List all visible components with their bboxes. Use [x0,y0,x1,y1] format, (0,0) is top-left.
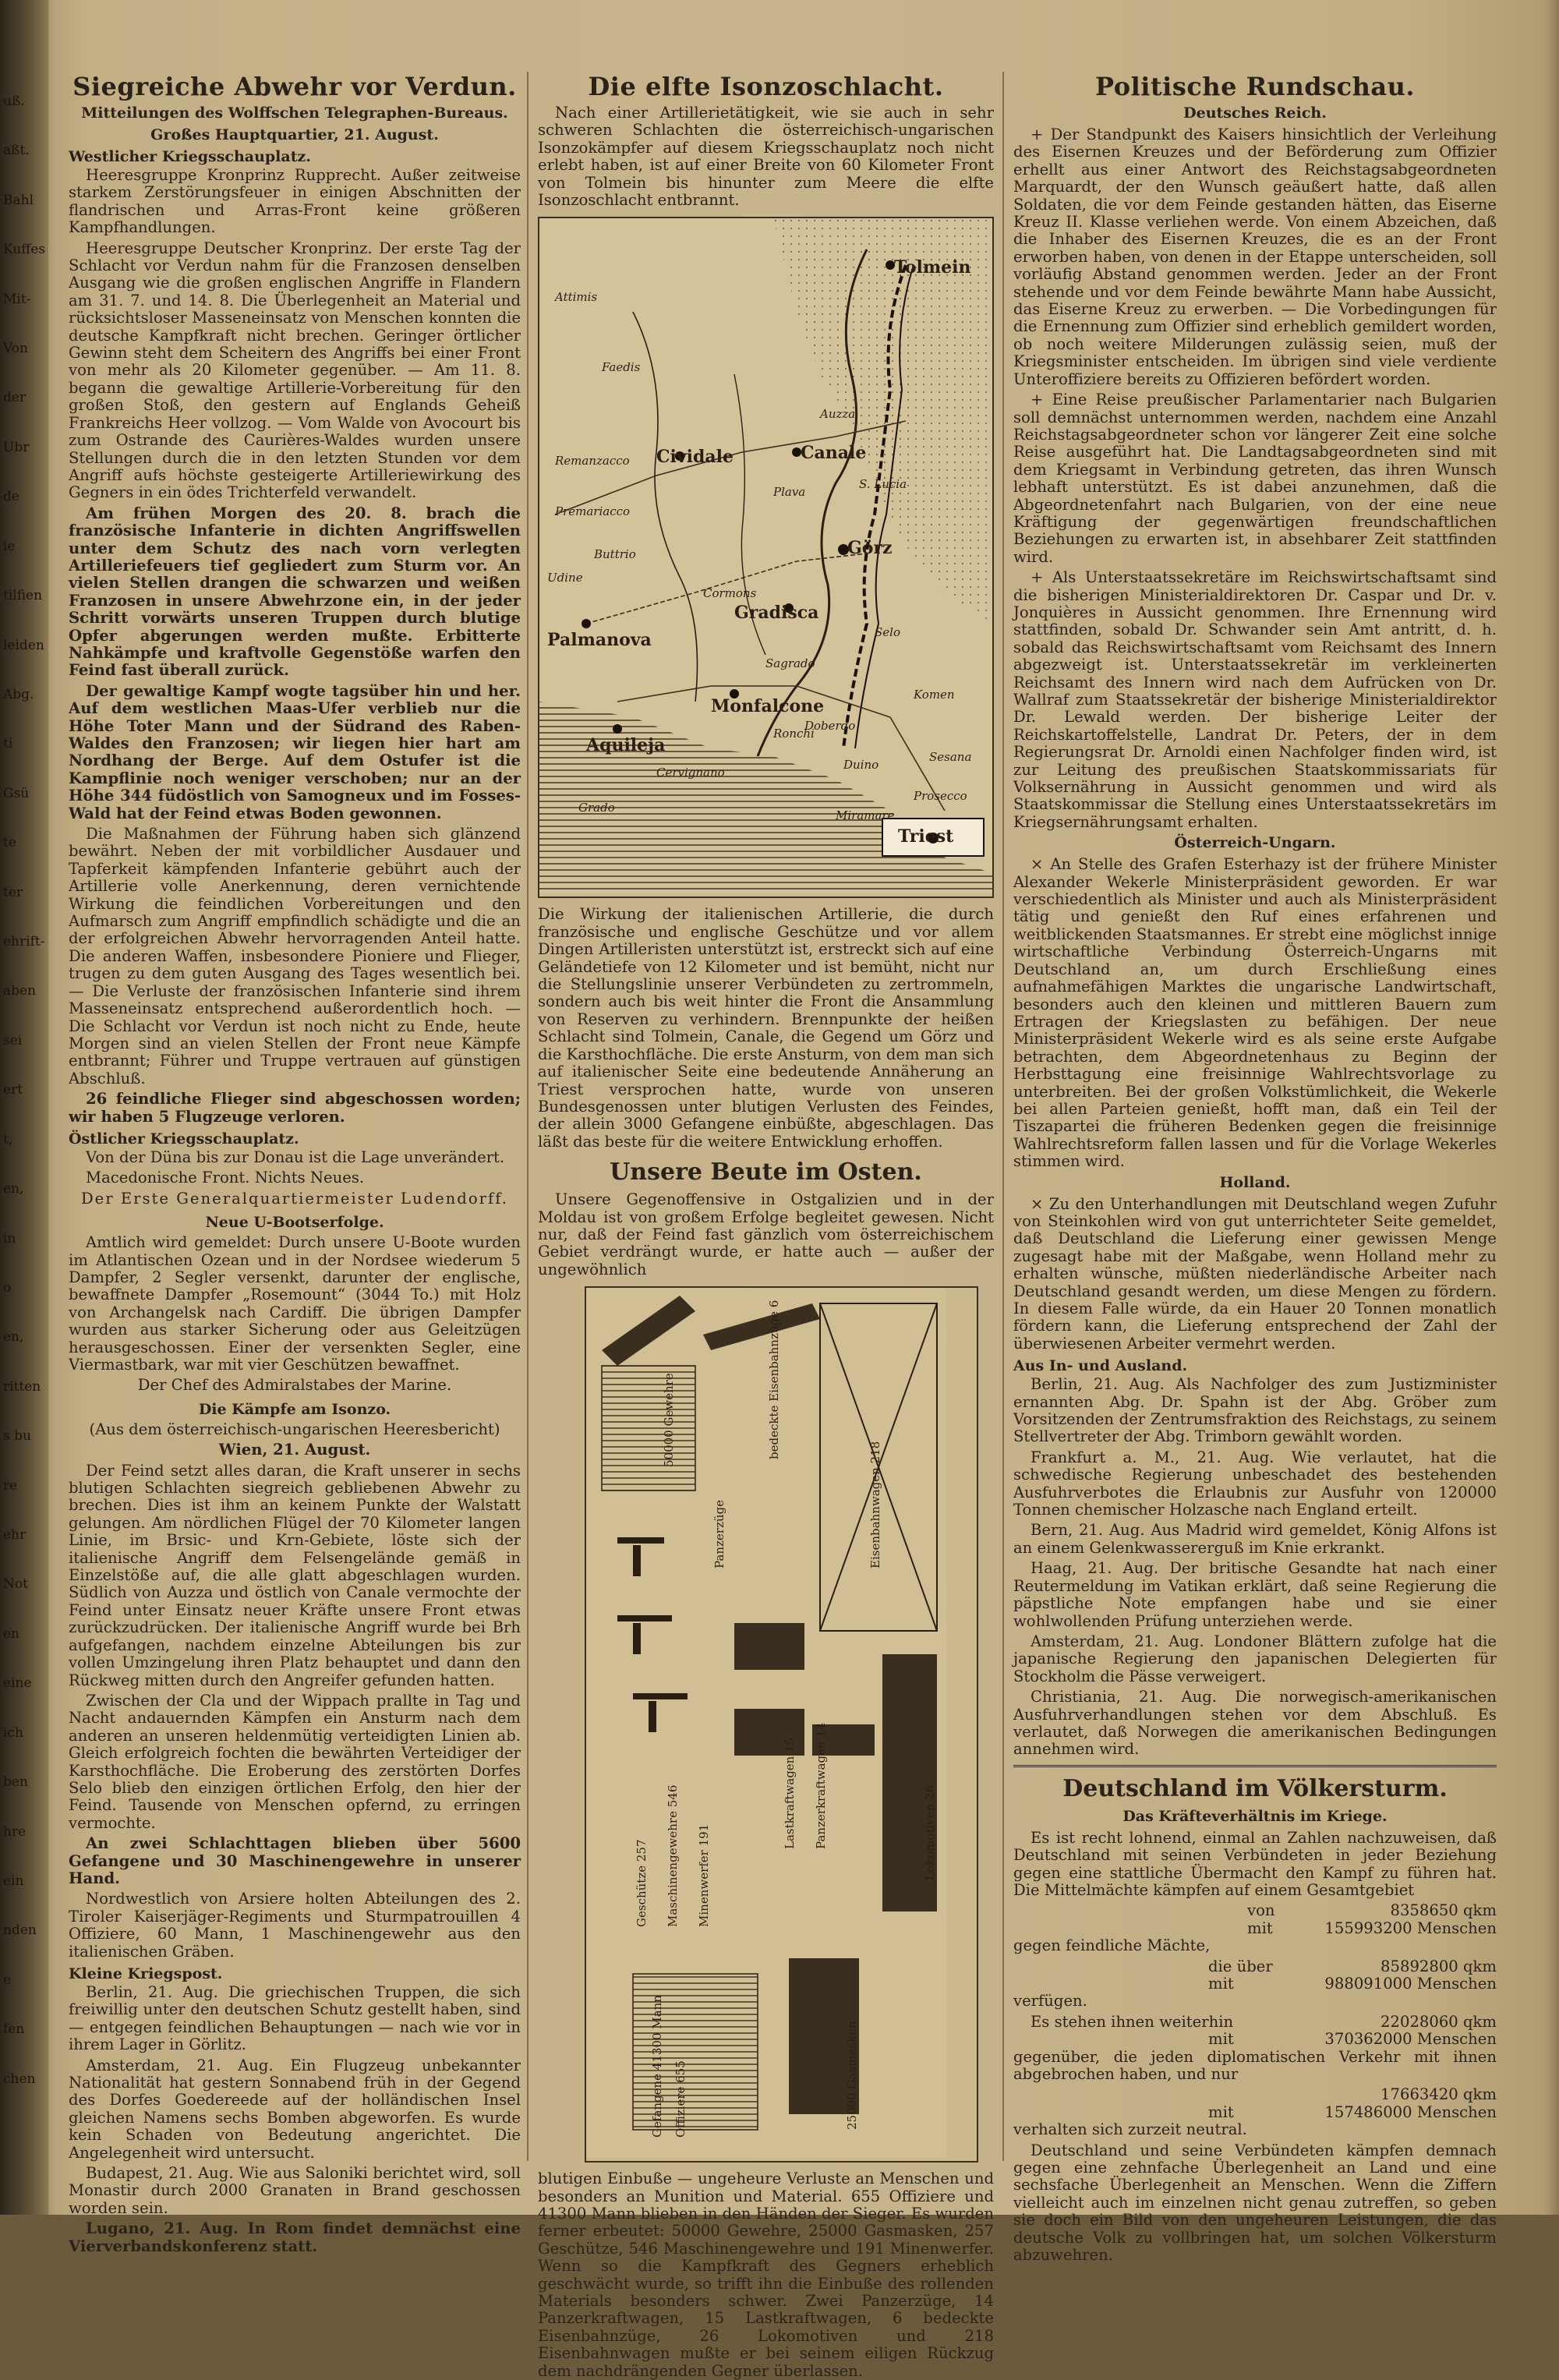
gutter-word: en [3,1625,20,1642]
map-place-label: Attimis [555,290,598,305]
map-place-label: Sagrado [765,656,815,671]
map-place-label: Monfalcone [711,696,825,717]
gutter-word: ter [3,884,23,900]
gutter-word: re [3,1477,18,1494]
map-place-label: Faedis [602,360,641,375]
isonzo-map [538,217,994,898]
map-place-label: Prosecco [914,789,967,804]
gutter-word: leiden [3,637,44,653]
gutter-word: fen [3,2021,25,2038]
paragraph: + Eine Reise preußischer Parlamentarier nach Bulgarien soll demnächst unternommen werden, nachdem eine Anzahl Reichstagsabgeordneter schon vor längerer Zeit eine solche Reise ausgeführt hat. Die Landtagsabgeordneten sind mit dem Kriegsamt in Verbindung getreten, das ihren Wunsch lebhaft unterstützt. Es ist dabei anzunehmen, daß die Abgeordnetenfahrt nach Bulgarien, von der eine neue Kräftigung der gegenwärtigen freundschaftlichen Beziehungen zu erwarten ist, in absehbarer Zeit stattfinden wird. [1013,391,1497,566]
paragraph: blutigen Einbuße — ungeheure Verluste an Menschen und besonders an Munition und Material. 655 Offiziere und 41300 Mann blieben in den Händen der Sieger. Es wurden ferner erbeutet: 50000 Gewehre, 25000 Gasmasken, 257 Geschütze, 546 Maschinengewehre und 191 Minenwerfer. Wenn so die Kampfkraft des Gegners erheblich geschwächt wurde, so trifft ihn die Einbuße des rollenden Materials besonders schwer. Zwei Panzerzüge, 14 Panzerkraftwagen, 15 Lastkraftwagen, 6 bedeckte Eisenbahnzüge, 26 Lokomotiven und 218 Eisenbahnwagen mußte er bei seinem eiligen Rückzug dem nachdrängenden Gegner überlassen. [538,2170,994,2380]
beute-label: Minenwerfer 191 [697,1823,711,1928]
gutter-word: chen [3,2071,36,2087]
stat-line: die über 85892800 qkm [1208,1957,1497,1975]
paragraph-bold: 26 feindliche Flieger sind abgeschossen worden; wir haben 5 Flugzeuge verloren. [69,1090,521,1126]
paragraph-bold: Am frühen Morgen des 20. 8. brach die französische Infanterie in dichten Angriffswellen unter dem Schutz des nach vorn verlegten Artilleriefeuers tief gegliedert zum Sturm vor. An vielen Stellen drangen die schwarzen und weißen Franzosen in unsere Abwehrzone ein, in der jeder Schritt vorwärts unseren Truppen durch blutige Opfer abgerungen werden mußte. Erbitterte Nahkämpfe und kraftvolle Gegenstöße warfen den Feind fast überall zurück. [69,504,521,680]
beute-label: Offiziere 655 [673,2060,688,2138]
gutter-word: tilfien [3,588,43,604]
gutter-word: en, [3,1329,24,1346]
article-title-isonzo: Die elfte Isonzoschlacht. [588,72,944,101]
paragraph: Zwischen der Cla und der Wippach prallte in Tag und Nacht andauernden Kämpfen ein Ansturm nach dem anderen an unseren heldenmütig verteidigten Linien ab. Gleich erfolgreich fochten die bewährten Verteidiger der Karsthochfläche. Die Eroberung des zerstörten Dorfes Selo blieb den einzigen örtlichen Erfolg, den hier der Feind. Tausende von Menschen opfernd, zu erringen vermochte. [69,1691,521,1832]
paragraph: Es ist recht lohnend, einmal an Zahlen nachzuweisen, daß Deutschland mit seinen Verbündeten in jeder Beziehung gegen eine stattliche Übermacht den Kampf zu führen hat. Die Mittelmächte kämpfen auf einem Gesamtgebiet [1013,1828,1497,1899]
map-place-label: Plava [773,485,806,500]
subtitle-wolff: Mitteilungen des Wolffschen Telegraphen-Bureaus. [81,104,508,122]
paragraph: Deutschland und seine Verbündeten kämpfen demnach gegen eine zehnfache Überlegenheit an Land und eine sechsfache Überlegenheit an Menschen. Wenn die Ziffern vielleicht auch im einzelnen nicht genau zutreffen, so geben sie doch ein Bild von den ungeheuren Leistungen, die das deutsche Volk zu vollbringen hat, um solchen Völkersturm abzuwehren. [1013,2141,1497,2265]
gutter-word: Bahl [3,192,34,208]
isonzo-source: (Aus dem österreichisch-ungarischen Heeresbericht) [89,1420,500,1438]
map-place-label: S. Lucia [859,477,907,492]
gutter-word: sei [3,1032,23,1049]
section-east: Östlicher Kriegsschauplatz. [69,1130,299,1148]
previous-page-edge [0,0,48,2215]
map-place-label: Gradisca [734,603,819,624]
section-west: Westlicher Kriegsschauplatz. [69,148,311,165]
paragraph: Macedonische Front. Nichts Neues. [86,1169,365,1187]
beute-label: Maschinengewehre 546 [666,1784,680,1928]
gutter-word: nden [3,1922,37,1939]
paragraph: Heeresgruppe Deutscher Kronprinz. Der erste Tag der Schlacht vor Verdun nahm für die Franzosen denselben Ausgang wie die großen englischen Angriffe in Flandern am 31. 7. und 14. 8. Die Überlegenheit an Material und rücksichtsloser Masseneinsatz von Menschen konnten die deutsche Kampfkraft nicht brechen. Geringer örtlicher Gewinn steht dem Scheitern des Angriffs bei einer Front von mehr als 20 Kilometer gegenüber. — Am 11. 8. begann die gewaltige Artillerie-Vorbereitung für den großen Stoß, den gestern auf Englands Geheiß Frankreichs Heer vollzog. — Vom Walde von Avocourt bis zum Ostrande des Caurières-Waldes wurden unsere Stellungen durch die in den letzten Stunden vor dem Angriff aufs höchste gesteigerte Artilleriewirkung des Gegners in ein ödes Trichterfeld verwandelt. [69,239,521,502]
news-item: Amsterdam, 21. Aug. Londoner Blättern zufolge hat die japanische Regierung den japanischen Delegierten für Stockholm die Pässe verweigert. [1013,1632,1497,1685]
gutter-word: ben [3,1774,28,1791]
stat-line: von 8358650 qkm [1247,1901,1497,1920]
gutter-word: aßt. [3,143,30,159]
map-place-label: Selo [875,625,900,640]
map-place-label: Udine [547,571,583,585]
gutter-word: de [3,489,19,505]
isonzo-dateline: Wien, 21. August. [218,1441,371,1459]
gutter-word: Kuffes [3,242,46,258]
map-place-label: Buttrio [594,547,636,562]
gutter-word: Von [3,341,28,357]
news-item: Lugano, 21. Aug. In Rom findet demnächst eine Vierverbandskonferenz statt. [69,2219,521,2255]
news-item: Amsterdam, 21. Aug. Ein Flugzeug unbekannter Nationalität hat gestern Sonnabend früh in der Gegend des Dorfes Goedereede auf der holländischen Insel gleichen Namens sechs Bomben abgeworfen. Es wurde kein Schaden von Bedeutung angerichtet. Die Angelegenheit wird untersucht. [69,2056,521,2162]
column-left [69,72,521,2255]
gutter-word: hre [3,1823,27,1840]
section-ungarn: Österreich-Ungarn. [1174,834,1336,852]
paragraph: verhalten sich zurzeit neutral. [1013,2120,1247,2139]
beute-label: 50000 Gewehre [662,1373,676,1468]
gutter-word: ert [3,1082,23,1098]
map-place-label: Komen [914,688,955,702]
article-title-voelkersturm: Deutschland im Völkersturm. [1062,1774,1448,1802]
gutter-word: Not [3,1576,28,1593]
article-title-beute: Unsere Beute im Osten. [610,1158,922,1186]
voelkersturm-subtitle: Das Kräfteverhältnis im Kriege. [1122,1807,1388,1825]
column-middle [538,72,994,2380]
gutter-word: der [3,390,27,406]
paragraph: Der Feind setzt alles daran, die Kraft unserer in sechs blutigen Schlachten siegreich gebliebenen Abwehr zu brechen. Dies ist ihm an keinem Punkte der Walstatt gelungen. Am nördlichen Flügel der 70 Kilometer langen Linie, im Brsic- und Krn-Gebiete, löste sich der italienische Angriff dem Felsengelände gemäß in Einzelstöße auf, die alle glatt abgeschlagen wurden. Südlich von Auzza und östlich von Canale vermochte der Feind unter Einsatz neuer Kräfte unsere Front etwas zurückzudrücken. Der italienische Angriff wurde bei Brh aufgefangen, nachdem einzelne Abteilungen bis zur vollen Umzingelung ihren Platz behauptet und dann den Rückweg mitten durch den Angreifer gefunden hatten. [69,1461,521,1689]
map-place-label: Premariacco [555,504,631,519]
map-place-label: Görz [847,538,893,559]
section-reich: Deutsches Reich. [1183,104,1327,122]
kleine-kriegspost-heading: Kleine Kriegspost. [69,1965,223,1982]
gutter-word: e [3,1972,12,1988]
map-place-label: Triest [898,826,954,847]
news-item: Frankfurt a. M., 21. Aug. Wie verlautet, hat die schwedische Regierung unbeschadet des bestehenden Ausfuhrverbotes die Erlaubnis zur Ausfuhr von 120000 Tonnen chemischer Holzasche nach England erteilt. [1013,1448,1497,1519]
news-item: Budapest, 21. Aug. Wie aus Saloniki berichtet wird, soll Monastir durch 2000 Granaten in Brand geschossen worden sein. [69,2164,521,2217]
stat-line: mit 988091000 Menschen [1208,1975,1497,1993]
gutter-word: uß. [3,94,25,109]
gutter-word: Abg. [3,686,34,702]
beute-label: 25000 Gasmasken [845,2021,859,2131]
news-item: Christiania, 21. Aug. Die norwegisch-amerikanischen Ausfuhrverhandlungen stehen vor dem Abschluß. Es verlautet, daß Norwegen die amerikanischen Bedingungen annehmen wird. [1013,1688,1497,1759]
gutter-word: ie [3,538,16,554]
map-place-label: Sesana [929,750,972,765]
news-item: Berlin, 21. Aug. Als Nachfolger des zum Justizminister ernannten Abg. Dr. Spahn ist der Abg. Gröber zum Vorsitzenden der Zentrumsfraktion des Reichstags, zu seinem Stellvertreter der Abg. Trimborn gewählt worden. [1013,1375,1497,1446]
map-place-label: Miramare [836,808,895,823]
stat-line: mit 370362000 Menschen [1208,2030,1497,2049]
gutter-word: o [3,1279,12,1296]
paragraph: Unsere Gegenoffensive in Ostgalizien und in der Moldau ist von großem Erfolge begleitet gewesen. Nicht nur, daß der Feind fast gänzlich vom österreichischem Gebiet verdrängt wurde, er hatte auch — außer der ungewöhnlich [538,1190,994,1278]
beute-label: Geschütze 257 [635,1839,649,1928]
paragraph: gegenüber, die jeden diplomatischen Verkehr mit ihnen abgebrochen haben, und nur [1013,2047,1497,2084]
gutter-word: aben [3,983,37,999]
gutter-word: ein [3,1873,24,1889]
map-place-label: Remanzacco [555,454,630,469]
signature: Der Erste Generalquartiermeister Ludendorff. [80,1189,509,1208]
gutter-word: ehr [3,1527,27,1544]
divider [1013,1765,1497,1767]
paragraph: Die Wirkung der italienischen Artillerie, die durch französische und englische Geschütze und vor allem Dingen Artilleristen unterstützt ist, erstreckt sich auf eine Geländetiefe von 12 Kilometer und ist bemüht, nicht nur die Stellungslinie unserer Verbündeten zu zertrommeln, sondern auch bis weit hinter die Front die Ansammlung von Reserven zu verhindern. Brennpunkte der heißen Schlacht sind Tolmein, Canale, die Gegend um Görz und die Karsthochfläche. Die erste Ansturm, von dem man sich auf italienischer Seite eine bedeutende Annäherung an Triest versprochen hatte, wurde von unseren Bundesgenossen unter blutigen Verlusten des Feindes, der allein 3000 Gefangene einbüßte, abgeschlagen. Das läßt das beste für die weitere Entwicklung erhoffen. [538,905,994,1151]
map-place-label: Cormons [703,586,757,601]
gutter-word: ehrift- [3,934,45,950]
map-place-label: Auzza [820,407,856,422]
beute-label: Panzerzüge [712,1500,726,1569]
map-place-label: Palmanova [547,630,652,651]
gutter-word: en, [3,1181,24,1197]
gutter-word: ti [3,736,13,752]
column-right [1013,72,1497,2265]
news-item: Berlin, 21. Aug. Die griechischen Truppen, die sich freiwillig unter den deutschen Schutz gestellt haben, sind — entgegen feindlichen Behauptungen — nach wie vor in ihrem Lager in Görlitz. [69,1983,521,2054]
paragraph: × Zu den Unterhandlungen mit Deutschland wegen Zufuhr von Steinkohlen wird von gut unterrichteter Seite gemeldet, daß Deutschland die Lieferung einer gewissen Menge zugesagt habe mit der Maßgabe, wenn Holland mehr zu erhalten wünsche, müßten niederländische Arbeiter nach Deutschland gesandt werden, um diese Mengen zu fördern. In diesem Falle würde, da ein Hauer 20 Tonnen monatlich fördern kann, die Lieferung entsprechend der Zahl der überwiesenen Arbeiter vermehrt werden. [1013,1194,1497,1353]
paragraph: Heeresgruppe Kronprinz Rupprecht. Außer zeitweise starkem Zerstörungsfeuer in einigen Abschnitten der flandrischen und Arras-Front keine größeren Kampfhandlungen. [69,166,521,237]
stat-line: 17663420 qkm [1380,2085,1497,2104]
paragraph: + Der Standpunkt des Kaisers hinsichtlich der Verleihung des Eisernen Kreuzes und der Beförderung zum Offizier erhellt aus einer Antwort des Reichstagsabgeordneten Marquardt, der den Wunsch geäußert hatte, daß allen Soldaten, die vor dem Feinde gestanden hätten, das Eiserne Kreuz II. Klasse verliehen werde. Von einem Abzeichen, daß die Inhaber des Eisernen Kreuzes, die es an der Front erworben haben, von denen in der Etappe unterscheiden, soll vorläufig Abstand genommen werden. Jeder an der Front stehende und vor dem Feinde bewährte Mann habe Aussicht, das Eiserne Kreuz zu erwerben. — Die Vorbedingungen für die Ernennung zum Offizier sind erheblich gemildert worden, ob noch weitere Milderungen zulässig seien, muß der Kriegsminister entscheiden. Im übrigen sind viele verdiente Unteroffiziere bereits zu Offizieren befördert worden. [1013,126,1497,388]
news-item: Bern, 21. Aug. Aus Madrid wird gemeldet, König Alfons ist an einem Gelenkwassererguß im Knie erkrankt. [1013,1521,1497,1557]
paragraph: gegen feindliche Mächte, [1013,1936,1211,1955]
gutter-word: eine [3,1675,32,1692]
beute-label: Eisenbahnwagen 218 [868,1441,882,1569]
gutter-word: Mit- [3,291,31,307]
gutter-word: Ubr [3,439,30,455]
beute-label: Lokomotiven 26 [923,1785,937,1881]
column-rule-1 [527,72,529,2161]
gutter-word: ritten [3,1378,41,1395]
news-item: Haag, 21. Aug. Der britische Gesandte hat nach einer Reutermeldung im Vatikan erklärt, daß seine Regierung die päpstliche Note empfangen habe und sie einer wohlwollenden Prüfung unterziehen werde. [1013,1559,1497,1630]
map-place-label: Grado [578,801,615,815]
section-holland: Holland. [1219,1173,1291,1191]
map-place-label: Cervignano [656,766,725,780]
column-rule-2 [1002,72,1004,2161]
paragraph-bold: An zwei Schlachttagen blieben über 5600 Gefangene und 30 Maschinengewehre in unserer Hand. [69,1834,521,1887]
beute-label: Panzerkraftwagen 14 [814,1722,828,1850]
paragraph: Von der Düna bis zur Donau ist die Lage unverändert. [86,1148,505,1166]
paragraph: Nordwestlich von Arsiere holten Abteilungen des 2. Tiroler Kaiserjäger-Regiments und Sturmpatrouillen 4 Offiziere, 60 Mann, 1 Maschinengewehr aus den italienischen Gräben. [69,1890,521,1961]
map-place-label: Canale [801,443,867,464]
signature: Der Chef des Admiralstabes der Marine. [137,1376,452,1395]
gutter-word: ich [3,1724,23,1741]
map-place-label: Doberdo [804,719,856,734]
article-title-rundschau: Politische Rundschau. [1095,72,1415,101]
gutter-word: t, [3,1131,13,1148]
map-place-label: Ronchi [773,727,815,741]
isonzo-heading: Die Kämpfe am Isonzo. [198,1400,391,1418]
beute-label: Gefangene 41300 Mann [650,1995,664,2138]
map-place-label: Duino [843,758,879,773]
section-ausland: Aus In- und Ausland. [1013,1357,1188,1375]
paragraph: Amtlich wird gemeldet: Durch unsere U-Boote wurden im Atlantischen Ozean und in der Nordsee wiederum 5 Dampfer, 2 Segler versenkt, darunter der englische, bewaffnete Dampfer „Rosemount“ (3044 To.) mit Holz von Archangelsk nach Cardiff. Die übrigen Dampfer wurden aus starker Sicherung oder aus Geleitzügen herausgeschossen. Einer der versenkten Segler, eine Viermastbark, war mit vier Geschützen bewaffnet. [69,1233,521,1374]
paragraph: verfügen. [1013,1992,1087,2010]
paragraph: × An Stelle des Grafen Esterhazy ist der frühere Minister Alexander Wekerle Ministerpräsident geworden. Er war verschiedentlich als Minister und auch als Ministerpräsident tätig und genießt den Ruf eines erfahrenen und weitblickenden Staatsmannes. Er strebt eine möglichst innige wirtschaftliche Verbindung Österreich-Ungarns mit Deutschland an, um durch Erschließung eines aufnahmefähigen Marktes die ungarische Landwirtschaft, besonders auch den kleinen und mittleren Bauern zum Ertragen der Kriegslasten zu befähigen. Der neue Ministerpräsident Wekerle wird es als seine erste Aufgabe betrachten, dem Abgeordnetenhaus zu Beginn der Herbsttagung eine freisinnige Wahlrechtsvorlage zu unterbreiten. Bei der großen Volkstümlichkeit, die Wekerle bei allen Parteien genießt, hofft man, daß ein Teil der Tiszapartei die früheren Bedenken gegen die freisinnige Wahlrechtsreform fallen lassen und für die Vorlage Wekerles stimmen wird. [1013,855,1497,1171]
article-title-verdun: Siegreiche Abwehr vor Verdun. [72,72,517,101]
map-place-label: Tolmein [894,257,971,278]
stat-line: Es stehen ihnen weiterhin 22028060 qkm [1030,2012,1497,2031]
beute-illustration [585,1286,978,2163]
dateline: Großes Hauptquartier, 21. August. [150,126,439,143]
paragraph: + Als Unterstaatssekretäre im Reichswirtschaftsamt sind die bisherigen Ministerialdirektoren Dr. Caspar und Dr. v. Jonquières in Aussicht genommen. Ihre Ernennung wird stattfinden, sobald Dr. Schwander sein Amt antritt, d. h. sobald das Reichswirtschaftsamt vom Reichsamt des Innern abgezweigt ist. Unterstaatssekretär im verkleinerten Reichsamt des Innern wird nach dem Aufrücken von Dr. Wallraf zum Staatssekretär der bisherige Ministerialdirektor Dr. Lewald werden. Der bisherige Leiter der Reichskartoffelstelle, Landrat Dr. Peters, der in dem Regierungsrat Dr. Arnoldi einen Nachfolger finden wird, ist zur Leitung des preußischen Staatskommissariats für Volksernährung in Aussicht genommen und wird als Staatskommissar die Stellung eines Unterstaatssekretärs im Kriegsernährungsamt erhalten. [1013,568,1497,831]
gutter-word: s bu [3,1428,31,1445]
gutter-word: Gsü [3,785,30,801]
map-place-label: Cividale [656,447,734,468]
beute-label: bedeckte Eisenbahnzüge 6 [767,1300,781,1460]
stat-line: mit 157486000 Menschen [1208,2102,1497,2121]
paragraph: Nach einer Artillerietätigkeit, wie sie auch in sehr schweren Schlachten die österreichisch-ungarischen Isonzokämpfer auf diesem Kriegsschauplatz noch nicht erlebt haben, ist auf einer Breite von 60 Kilometer Front von Tolmein bis hinunter zum Meere die elfte Isonzoschlacht entbrannt. [538,104,994,210]
beute-label: Lastkraftwagen 15 [783,1737,797,1850]
uboot-heading: Neue U-Bootserfolge. [205,1214,384,1232]
gutter-word: te [3,835,16,851]
stat-line: mit 155993200 Menschen [1247,1918,1497,1937]
paragraph-bold: Der gewaltige Kampf wogte tagsüber hin und her. Auf dem westlichen Maas-Ufer verblieb nur die Höhe Toter Mann und der Südrand des Raben-Waldes den Franzosen; wir liegen hier hart am Nordhang der Berge. Auf dem Ostufer ist die Kampflinie noch weniger verschoben; nur an der Höhe 344 füdöstlich von Samogneux und im Fosses-Wald hat der Feind etwas Boden gewonnen. [69,681,521,822]
gutter-word: in [3,1230,16,1247]
paragraph: Die Maßnahmen der Führung haben sich glänzend bewährt. Neben der mit vorbildlicher Ausdauer und Tapferkeit kämpfenden Infanterie gebührt auch der Artillerie volle Anerkennung, deren vernichtende Wirkung die feindlichen Vorbereitungen und den Aufmarsch zum Angriff empfindlich schädigte und die an der erfolgreichen Abwehr hervorragenden Anteil hatte. Die anderen Waffen, insbesondere Pioniere und Flieger, trugen zu dem guten Ausgang des Tages wesentlich bei. — Die Verluste der französischen Infanterie sind ihrem Masseneinsatz entsprechend außerordentlich hoch. — Die Schlacht vor Verdun ist noch nicht zu Ende, heute Morgen sind an vielen Stellen der Front neue Kämpfe entbrannt; Führer und Truppe vertrauen auf günstigen Abschluß. [69,825,521,1087]
map-place-label: Aquileja [586,735,666,756]
